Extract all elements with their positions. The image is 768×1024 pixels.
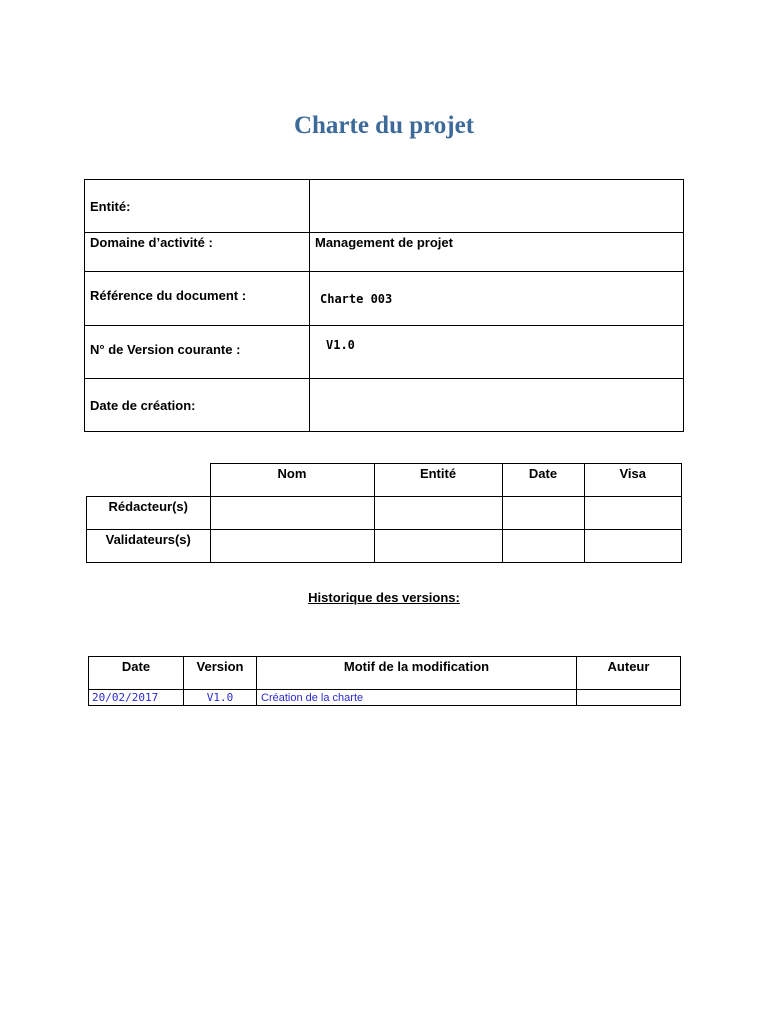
sig-row-label: Validateurs(s) — [87, 530, 211, 563]
reference-label: Référence du document : — [85, 272, 310, 326]
info-row-reference — [85, 272, 684, 326]
hist-row-auteur — [577, 690, 681, 706]
sig-cell — [210, 497, 374, 530]
hist-header-date: Date — [89, 657, 184, 690]
signatures-row-redacteurs — [87, 497, 682, 530]
version-history-table — [88, 656, 681, 706]
signatures-row-validateurs — [87, 530, 682, 563]
hist-row-date: 20/02/2017 — [89, 690, 184, 706]
domaine-value: Management de projet — [310, 233, 684, 272]
info-row-entite — [85, 180, 684, 233]
entite-value — [310, 180, 684, 233]
sig-header-visa: Visa — [584, 464, 682, 497]
info-row-domaine — [85, 233, 684, 272]
info-row-date — [85, 379, 684, 432]
project-info-table — [84, 179, 684, 432]
date-value — [310, 379, 684, 432]
hist-header-motif: Motif de la modification — [257, 657, 577, 690]
signatures-corner — [87, 464, 211, 497]
sig-cell — [502, 497, 584, 530]
history-header-row — [89, 657, 681, 690]
sig-cell — [584, 530, 682, 563]
sig-cell — [374, 497, 502, 530]
sig-cell — [374, 530, 502, 563]
sig-cell — [502, 530, 584, 563]
sig-header-date: Date — [502, 464, 584, 497]
sig-cell — [584, 497, 682, 530]
entite-label: Entité: — [85, 180, 310, 233]
hist-row-motif: Création de la charte — [257, 690, 577, 706]
sig-header-entite: Entité — [374, 464, 502, 497]
domaine-label: Domaine d’activité : — [85, 233, 310, 272]
hist-header-auteur: Auteur — [577, 657, 681, 690]
reference-value: Charte 003 — [310, 272, 684, 326]
sig-row-label: Rédacteur(s) — [87, 497, 211, 530]
version-value: V1.0 — [310, 326, 684, 379]
sig-cell — [210, 530, 374, 563]
signatures-header-row — [87, 464, 682, 497]
hist-row-version: V1.0 — [184, 690, 257, 706]
version-label: N° de Version courante : — [85, 326, 310, 379]
sig-header-nom: Nom — [210, 464, 374, 497]
signatures-table — [86, 463, 682, 563]
history-title: Historique des versions: — [308, 590, 460, 605]
history-row — [89, 690, 681, 706]
document-title: Charte du projet — [293, 112, 475, 139]
date-label: Date de création: — [85, 379, 310, 432]
info-row-version — [85, 326, 684, 379]
hist-header-version: Version — [184, 657, 257, 690]
